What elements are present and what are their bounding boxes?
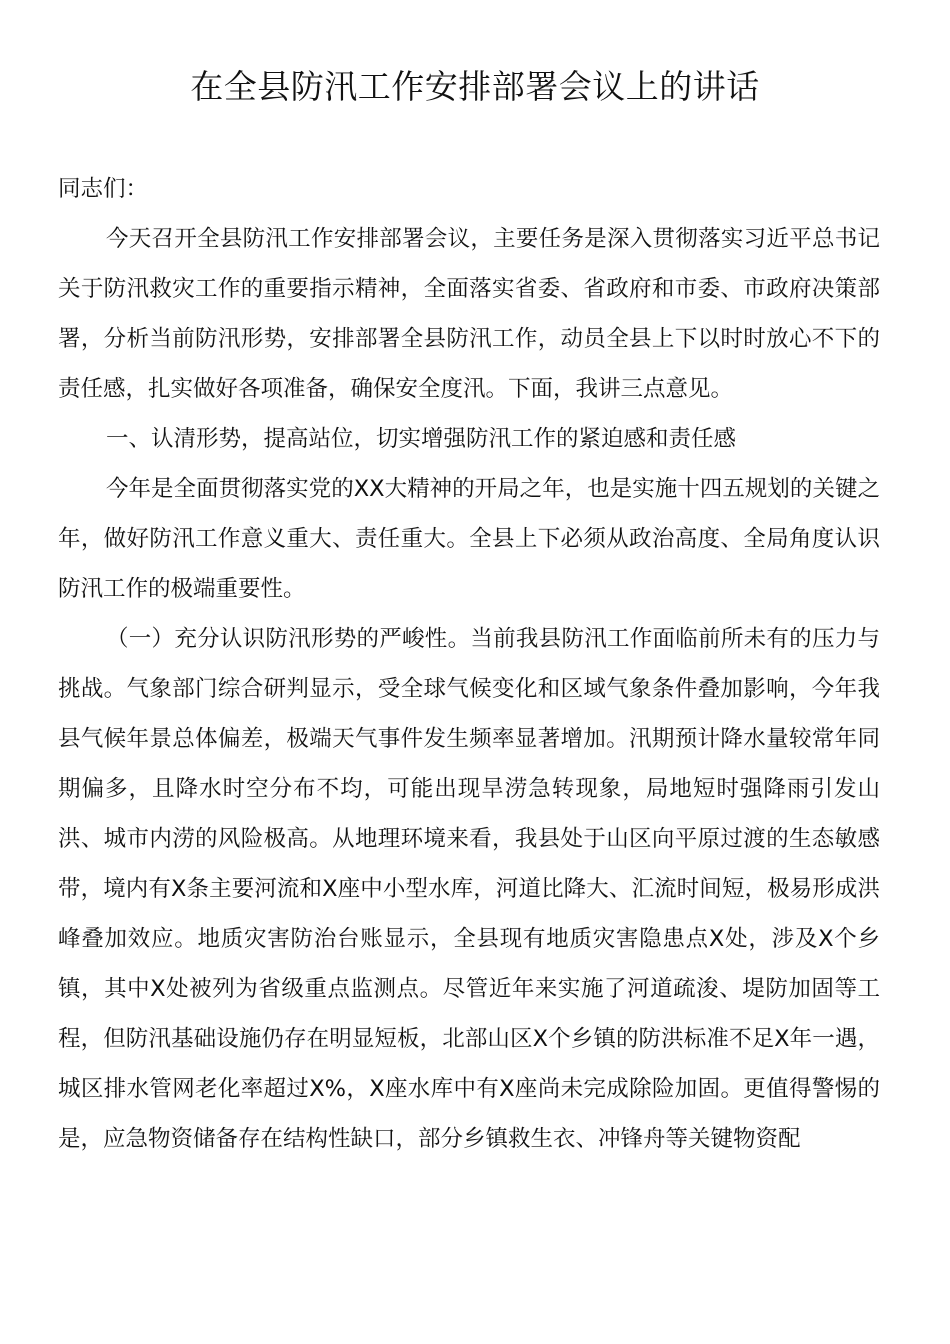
document-body	[58, 164, 880, 1164]
document-title: 在全县防汛工作安排部署会议上的讲话	[190, 67, 760, 106]
salutation: 同志们：	[58, 176, 149, 202]
paragraph-section-1: 今年是全面贯彻落实党的XX大精神的开局之年，也是实施十四五规划的关键之年，做好防汛工作意义重大、责任重大。全县上下必须从政治高度、全局角度认识防汛工作的极端重要性。	[58, 476, 880, 602]
paragraph-subsection-1: （一）充分认识防汛形势的严峻性。当前我县防汛工作面临前所未有的压力与挑战。气象部门综合研判显示，受全球气候变化和区域气象条件叠加影响，今年我县气候年景总体偏差，极端天气事件发生频率显著增加。汛期预计降水量较常年同期偏多，且降水时空分布不均，可能出现旱涝急转现象，局地短时强降雨引发山洪、城市内涝的风险极高。从地理环境来看，我县处于山区向平原过渡的生态敏感带，境内有X条主要河流和X座中小型水库，河道比降大、汇流时间短，极易形成洪峰叠加效应。地质灾害防治台账显示，全县现有地质灾害隐患点X处，涉及X个乡镇，其中X处被列为省级重点监测点。尽管近年来实施了河道疏浚、堤防加固等工程，但防汛基础设施仍存在明显短板，北部山区X个乡镇的防洪标准不足X年一遇，城区排水管网老化率超过X%，X座水库中有X座尚未完成除险加固。更值得警惕的是，应急物资储备存在结构性缺口，部分乡镇救生衣、冲锋舟等关键物资配	[58, 626, 880, 1152]
section-heading-1: 一、认清形势，提高站位，切实增强防汛工作的紧迫感和责任感	[106, 426, 737, 452]
paragraph-intro: 今天召开全县防汛工作安排部署会议，主要任务是深入贯彻落实习近平总书记关于防汛救灾工作的重要指示精神，全面落实省委、省政府和市委、市政府决策部署，分析当前防汛形势，安排部署全县防汛工作，动员全县上下以时时放心不下的责任感，扎实做好各项准备，确保安全度汛。下面，我讲三点意见。	[58, 226, 880, 402]
